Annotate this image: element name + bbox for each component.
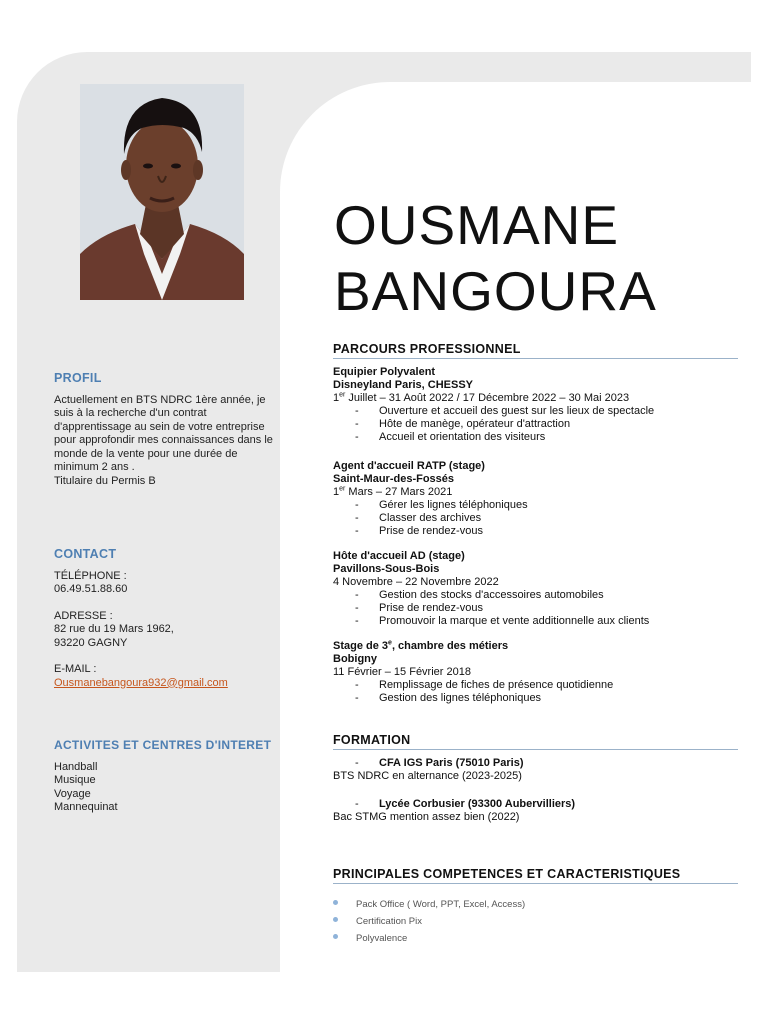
job-task: - Gestion des stocks d'accessoires automobiles	[333, 589, 743, 602]
interest-item: Handball	[54, 760, 98, 773]
profil-permis: Titulaire du Permis B	[54, 474, 156, 487]
job-entry	[333, 460, 743, 538]
job-place: Disneyland Paris, CHESSY	[333, 379, 473, 391]
job-place: Saint-Maur-des-Fossés	[333, 473, 455, 485]
job-task: - Classer des archives	[333, 512, 743, 525]
profil-section	[54, 372, 276, 488]
job-entry	[333, 550, 743, 628]
formation-school: - Lycée Corbusier (93300 Aubervilliers)	[333, 798, 743, 811]
interest-item: Mannequinat	[54, 801, 118, 813]
job-title: Equipier Polyvalent	[333, 366, 436, 378]
skill-item: Polyvalence	[333, 930, 525, 947]
address-label: ADRESSE :	[54, 609, 113, 622]
profile-photo	[80, 84, 244, 300]
experience-title: PARCOURS PROFESSIONNEL	[333, 342, 738, 359]
job-place: Bobigny	[333, 653, 377, 665]
formation-school: - CFA IGS Paris (75010 Paris)	[333, 757, 743, 770]
job-task: - Prise de rendez-vous	[333, 525, 743, 538]
email-link[interactable]: Ousmanebangoura932@gmail.com	[54, 676, 228, 689]
bullet-icon	[333, 900, 338, 905]
job-task: - Ouverture et accueil des guest sur les lieux de spectacle	[333, 405, 743, 418]
interests-section	[54, 739, 276, 815]
job-task: - Hôte de manège, opérateur d'attraction	[333, 418, 743, 431]
phone-value: 06.49.51.88.60	[54, 583, 128, 595]
formation-diploma: Bac STMG mention assez bien (2022)	[333, 811, 520, 823]
bullet-icon	[333, 934, 338, 939]
last-name: BANGOURA	[334, 260, 657, 322]
job-task: - Accueil et orientation des visiteurs	[333, 431, 743, 444]
job-task: - Gérer les lignes téléphoniques	[333, 499, 743, 512]
job-entry	[333, 366, 743, 444]
job-entry	[333, 640, 743, 705]
contact-section	[54, 548, 276, 690]
interests-title: ACTIVITES ET CENTRES D'INTERET	[54, 738, 272, 752]
job-task: - Promouvoir la marque et vente additionnelle aux clients	[333, 615, 743, 628]
job-title: Hôte d'accueil AD (stage)	[333, 550, 465, 562]
job-title: Agent d'accueil RATP (stage)	[333, 460, 485, 472]
formation-entry	[333, 798, 743, 824]
formation-diploma: BTS NDRC en alternance (2023-2025)	[333, 770, 522, 782]
job-date: 4 Novembre – 22 Novembre 2022	[333, 576, 499, 588]
email-label: E-MAIL :	[54, 663, 97, 675]
interest-item: Musique	[54, 774, 96, 786]
job-task: - Remplissage de fiches de présence quotidienne	[333, 679, 743, 692]
job-title: Stage de 3e, chambre des métiers	[333, 639, 509, 652]
skill-item: Certification Pix	[333, 913, 525, 930]
formation-title: FORMATION	[333, 733, 738, 750]
formation-entry	[333, 757, 743, 783]
job-task: - Prise de rendez-vous	[333, 602, 743, 615]
contact-title: CONTACT	[54, 547, 117, 561]
job-date: 1er Mars – 27 Mars 2021	[333, 485, 453, 498]
interest-item: Voyage	[54, 787, 91, 800]
profil-title: PROFIL	[54, 371, 102, 385]
skills-title: PRINCIPALES COMPETENCES ET CARACTERISTIQUES	[333, 867, 738, 884]
bullet-icon	[333, 917, 338, 922]
first-name: OUSMANE	[334, 194, 620, 256]
job-task: - Gestion des lignes téléphoniques	[333, 692, 743, 705]
profil-text: Actuellement en BTS NDRC 1ère année, je suis à la recherche d'un contrat d'apprentissage au sein de votre entreprise pour approfondir mes connaissances dans le monde de la vente pour une durée de minimum 2 ans .	[54, 393, 273, 473]
skill-item: Pack Office ( Word, PPT, Excel, Access)	[333, 896, 525, 913]
address-line1: 82 rue du 19 Mars 1962,	[54, 623, 174, 635]
job-date: 11 Février – 15 Février 2018	[333, 666, 471, 678]
address-line2: 93220 GAGNY	[54, 636, 128, 649]
full-name	[334, 192, 657, 324]
phone-label: TÉLÉPHONE :	[54, 569, 127, 582]
job-date: 1er Juillet – 31 Août 2022 / 17 Décembre 2022 – 30 Mai 2023	[333, 391, 630, 404]
job-place: Pavillons-Sous-Bois	[333, 563, 440, 575]
skills-list	[333, 896, 525, 947]
